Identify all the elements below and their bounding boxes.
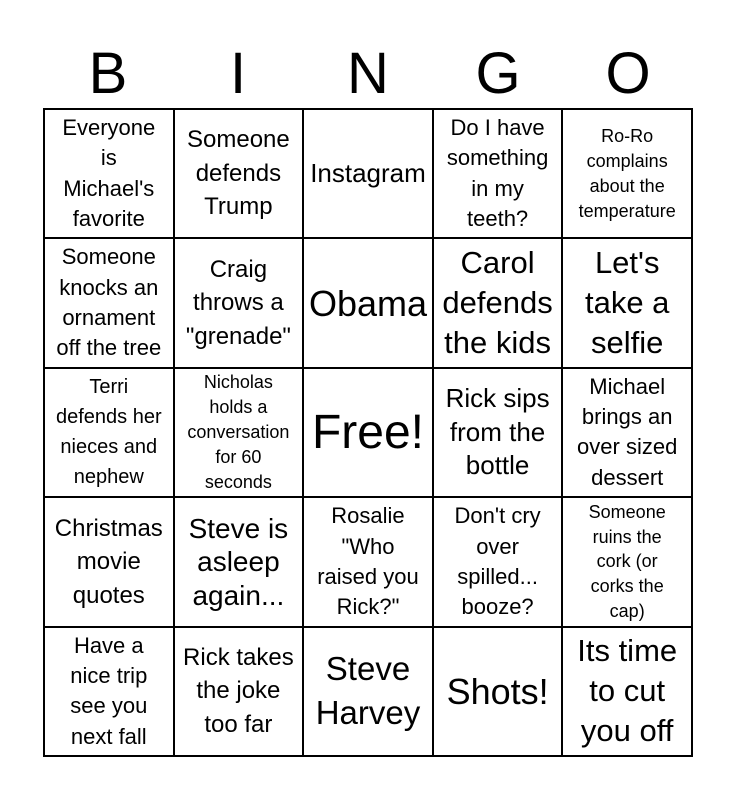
bingo-header — [43, 40, 693, 108]
bingo-cell[interactable] — [562, 109, 692, 238]
cell-text: Rick takes the joke too far — [183, 643, 294, 739]
bingo-cell[interactable] — [562, 627, 692, 756]
cell-text: Nicholas holds a conversation for 60 seconds — [187, 372, 290, 492]
cell-text: Everyone is Michael's favorite — [62, 114, 156, 232]
cell-text: Free! — [311, 405, 424, 459]
bingo-cell[interactable] — [303, 109, 433, 238]
bingo-cell[interactable] — [174, 497, 304, 626]
cell-text: Someone defends Trump — [187, 126, 290, 221]
cell-text: Don't cry over spilled... booze? — [454, 503, 541, 620]
bingo-cell[interactable] — [303, 497, 433, 626]
cell-text: Carol defends the kids — [442, 244, 553, 361]
cell-text: Rick sips from the bottle — [445, 382, 550, 481]
bingo-cell[interactable] — [44, 109, 174, 238]
cell-text: Ro-Ro complains about the temperature — [578, 126, 676, 221]
header-letter-n: N — [347, 41, 389, 106]
bingo-cell[interactable] — [174, 368, 304, 497]
cell-text: Shots! — [446, 670, 549, 712]
cell-text: Do I have something in my teeth? — [446, 114, 549, 232]
bingo-card — [43, 108, 693, 757]
bingo-cell[interactable] — [174, 238, 304, 367]
bingo-cell[interactable] — [433, 497, 563, 626]
cell-text: Have a nice trip see you next fall — [70, 632, 148, 749]
bingo-cell[interactable] — [433, 109, 563, 238]
cell-text: Christmas movie quotes — [54, 514, 163, 609]
bingo-cell[interactable] — [303, 627, 433, 756]
bingo-cell[interactable] — [44, 238, 174, 367]
header-letter-o: O — [605, 41, 651, 106]
cell-text: Terri defends her nieces and nephew — [55, 376, 162, 489]
cell-text: Craig throws a "grenade" — [185, 255, 291, 350]
bingo-cell[interactable] — [303, 238, 433, 367]
cell-text: Someone knocks an ornament off the tree — [56, 244, 162, 361]
bingo-cell[interactable] — [562, 497, 692, 626]
bingo-cell[interactable] — [433, 627, 563, 756]
bingo-cell[interactable] — [433, 238, 563, 367]
bingo-cell[interactable] — [174, 109, 304, 238]
cell-text: Instagram — [310, 157, 426, 188]
free-space[interactable] — [303, 368, 433, 497]
bingo-cell[interactable] — [44, 627, 174, 756]
cell-text: Rosalie "Who raised you Rick?" — [317, 503, 419, 620]
bingo-cell[interactable] — [433, 368, 563, 497]
header-letter-g: G — [475, 41, 521, 106]
cell-text: Steve Harvey — [315, 649, 421, 732]
bingo-cell[interactable] — [174, 627, 304, 756]
bingo-cell[interactable] — [44, 497, 174, 626]
cell-text: Someone ruins the cork (or corks the cap) — [588, 501, 666, 622]
bingo-cell[interactable] — [562, 238, 692, 367]
bingo-cell[interactable] — [44, 368, 174, 497]
header-letter-b: B — [88, 41, 128, 106]
cell-text: Its time to cut you off — [577, 632, 678, 749]
cell-text: Let's take a selfie — [584, 244, 670, 361]
bingo-cell[interactable] — [562, 368, 692, 497]
cell-text: Steve is asleep again... — [188, 512, 289, 611]
cell-text: Michael brings an over sized dessert — [577, 373, 678, 490]
header-letter-i: I — [229, 41, 247, 106]
cell-text: Obama — [308, 282, 428, 324]
